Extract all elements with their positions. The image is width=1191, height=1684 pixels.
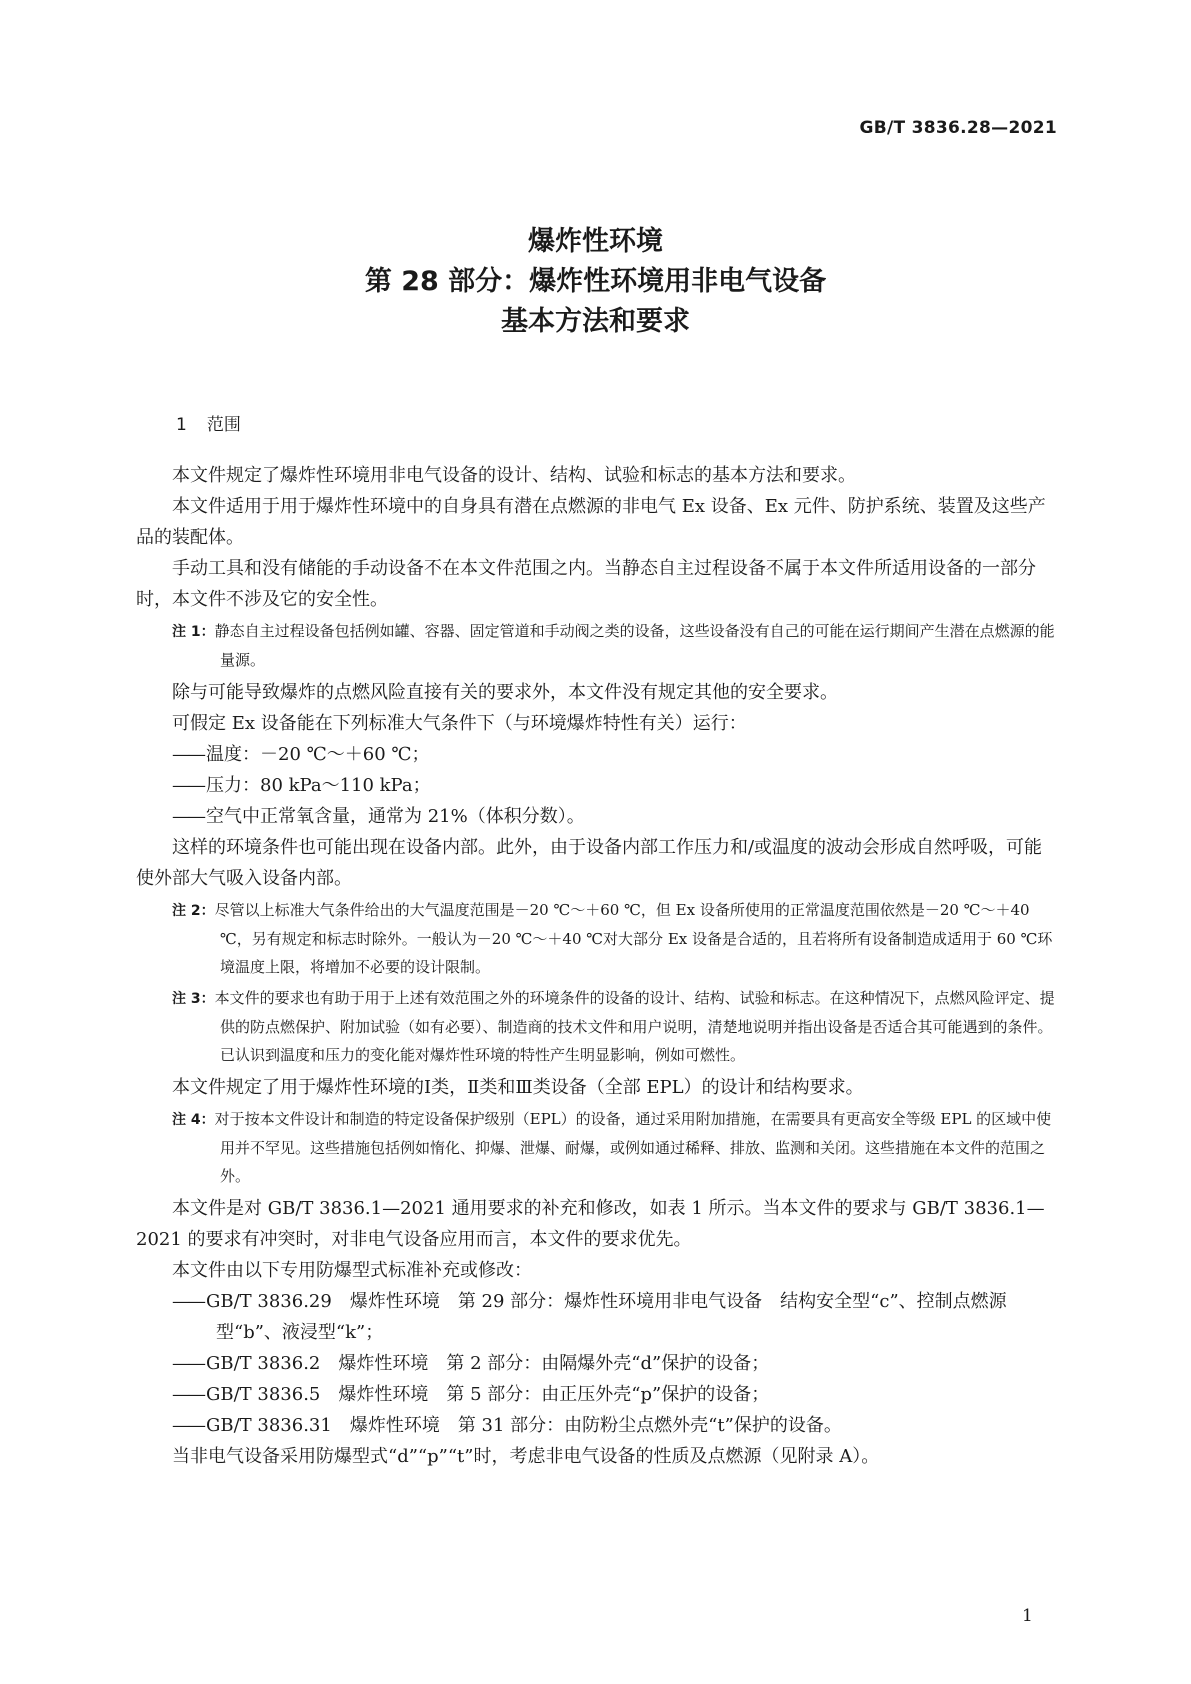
note-1 [136,617,1060,674]
note-label: 注 4： [172,1112,215,1128]
dash-mark: —— [172,775,204,796]
document-title [0,222,1191,342]
paragraph: 本文件适用于用于爆炸性环境中的自身具有潜在点燃源的非电气 Ex 设备、Ex 元件、防护系统、装置及这些产品的装配体。 [136,496,1046,548]
reference-text: GB/T 3836.31 爆炸性环境 第 31 部分：由防粉尘点燃外壳“t”保护的设备。 [206,1415,842,1436]
note-label: 注 3： [172,991,215,1007]
title-line-3: 基本方法和要求 [501,306,690,337]
paragraph: 本文件规定了爆炸性环境用非电气设备的设计、结构、试验和标志的基本方法和要求。 [172,465,856,486]
condition-text: 温度：－20 ℃～＋60 ℃； [206,744,430,765]
reference-item [136,1410,1060,1441]
reference-text: GB/T 3836.2 爆炸性环境 第 2 部分：由隔爆外壳“d”保护的设备； [206,1353,770,1374]
section-title: 范围 [206,415,241,435]
note-3 [136,984,1060,1069]
condition-item [136,739,1060,770]
paragraph: 这样的环境条件也可能出现在设备内部。此外，由于设备内部工作压力和/或温度的波动会形成自然呼吸，可能使外部大气吸入设备内部。 [136,837,1043,889]
reference-text: GB/T 3836.5 爆炸性环境 第 5 部分：由正压外壳“p”保护的设备； [206,1384,770,1405]
reference-item [136,1348,1060,1379]
note-text: 本文件的要求也有助于用于上述有效范围之外的环境条件的设备的设计、结构、试验和标志。在这种情况下，点燃风险评定、提供的防点燃保护、附加试验（如有必要）、制造商的技术文件和用户说明，清楚地说明并指出设备是否适合其可能遇到的条件。已认识到温度和压力的变化能对爆炸性环境的特性产生明显影响，例如可燃性。 [214,989,1055,1064]
note-text: 静态自主过程设备包括例如罐、容器、固定管道和手动阀之类的设备，这些设备没有自己的可能在运行期间产生潜在点燃源的能量源。 [214,622,1055,669]
dash-mark: —— [172,744,204,765]
dash-mark: —— [172,1291,204,1312]
dash-mark: —— [172,1384,204,1405]
paragraph: 当非电气设备采用防爆型式“d”“p”“t”时，考虑非电气设备的性质及点燃源（见附录 A）。 [172,1446,880,1467]
note-label: 注 1： [172,624,215,640]
note-4 [136,1105,1060,1190]
page-number: 1 [1022,1606,1033,1626]
paragraph: 除与可能导致爆炸的点燃风险直接有关的要求外，本文件没有规定其他的安全要求。 [172,682,838,703]
condition-item [136,801,1060,832]
note-text: 对于按本文件设计和制造的特定设备保护级别（EPL）的设备，通过采用附加措施，在需要具有更高安全等级 EPL 的区域中使用并不罕见。这些措施包括例如惰化、抑爆、泄爆、耐爆，或例如通过稀释、排放、监测和关闭。这些措施在本文件的范围之外。 [214,1110,1052,1185]
dash-mark: —— [172,1415,204,1436]
paragraph: 本文件是对 GB/T 3836.1—2021 通用要求的补充和修改，如表 1 所示。当本文件的要求与 GB/T 3836.1—2021 的要求有冲突时，对非电气设备应用而言，本文件的要求优先。 [136,1198,1045,1250]
reference-text: GB/T 3836.29 爆炸性环境 第 29 部分：爆炸性环境用非电气设备 结构安全型“c”、控制点燃源型“b”、液浸型“k”； [206,1291,1007,1343]
condition-text: 空气中正常氧含量，通常为 21%（体积分数）。 [206,806,585,827]
note-2 [136,896,1060,981]
reference-item [136,1286,1060,1348]
condition-text: 压力：80 kPa～110 kPa； [206,775,431,796]
standard-code: GB/T 3836.28—2021 [859,118,1057,138]
section-number: 1 [176,415,187,435]
dash-mark: —— [172,1353,204,1374]
section-heading [176,410,241,435]
note-label: 注 2： [172,903,215,919]
paragraph: 手动工具和没有储能的手动设备不在本文件范围之内。当静态自主过程设备不属于本文件所适用设备的一部分时，本文件不涉及它的安全性。 [136,558,1036,610]
body-content [136,460,1060,1472]
paragraph: 本文件规定了用于爆炸性环境的Ⅰ类，Ⅱ类和Ⅲ类设备（全部 EPL）的设计和结构要求。 [172,1077,864,1098]
title-line-2: 第 28 部分：爆炸性环境用非电气设备 [364,266,827,297]
paragraph: 可假定 Ex 设备能在下列标准大气条件下（与环境爆炸特性有关）运行： [172,713,747,734]
paragraph: 本文件由以下专用防爆型式标准补充或修改： [172,1260,532,1281]
condition-item [136,770,1060,801]
note-text: 尽管以上标准大气条件给出的大气温度范围是－20 ℃～＋60 ℃，但 Ex 设备所使用的正常温度范围依然是－20 ℃～＋40 ℃，另有规定和标志时除外。一般认为－20 ℃～＋40 ℃对大部分 Ex 设备是合适的，且若将所有设备制造成适用于 60 ℃环境温度上限，将增加不必要的设计限制。 [214,901,1053,976]
title-line-1: 爆炸性环境 [528,226,663,257]
dash-mark: —— [172,806,204,827]
reference-item [136,1379,1060,1410]
